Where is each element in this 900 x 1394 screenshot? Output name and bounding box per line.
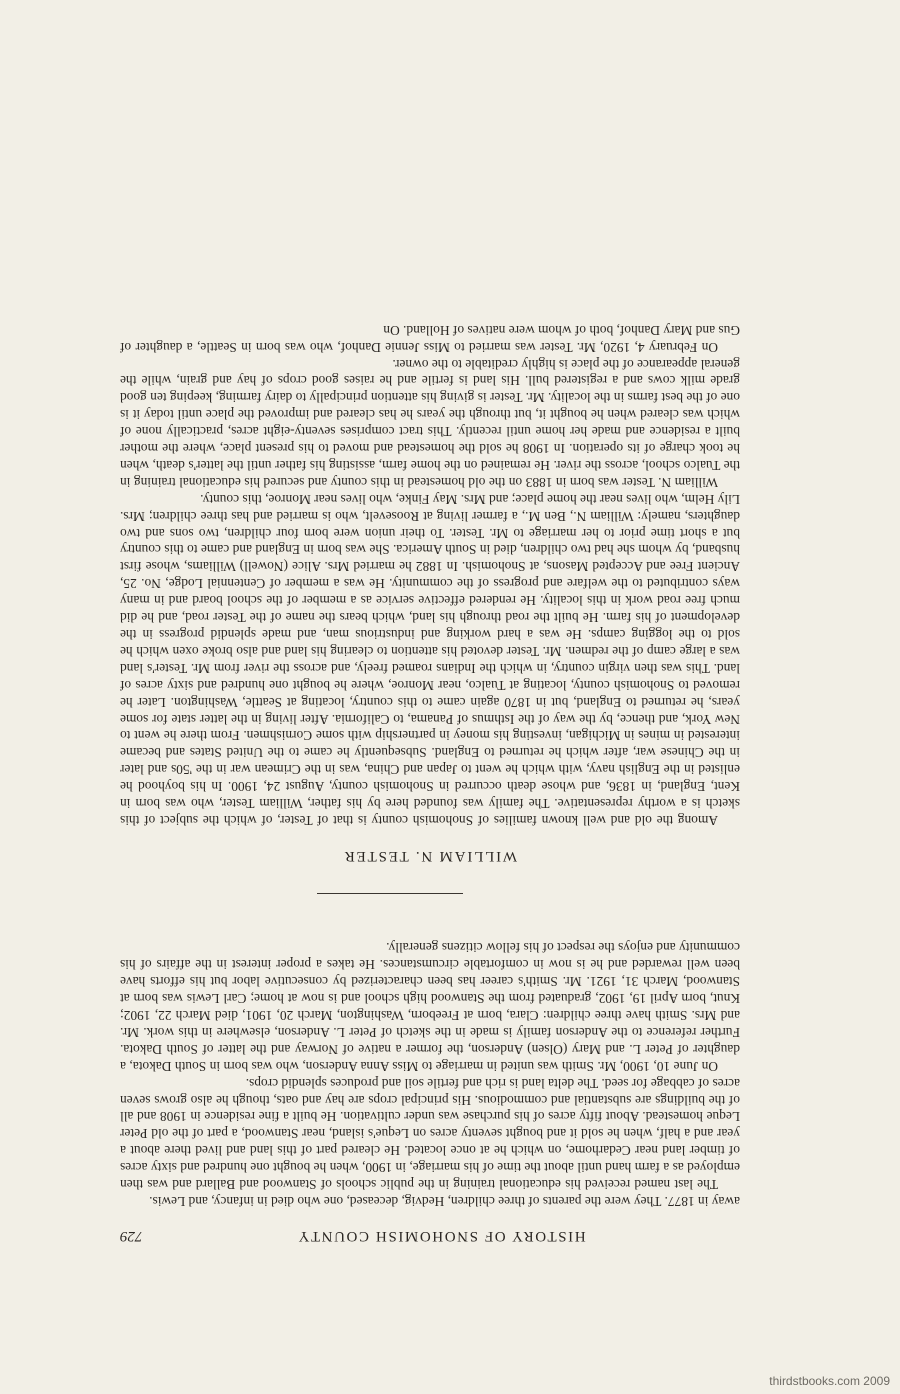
paragraph: The last named received his educational training in the public schools of Stanwood and Ballard and was then employed as a farm hand until about the time of his marriage, in 1900, when he bought one hundred and sixty acres of timber land near Cedarhome, on which he at once located. He cleared part of this land and lived there about a year and a half, when he sold it and bought seventy acres on Leque's island, near Stanwood, a part of the old Peter Leque homestead. About fifty acres of his purchase was under cultivation. He built a fine residence in 1908 and all of the buildings are substantial and commodious. His principal crops are hay and oats, though he also grows seven acres of cabbage for seed. The delta land is rich and fertile soil and produces splendid crops. — [120, 1075, 740, 1193]
watermark: thirdstbooks.com 2009 — [769, 1374, 890, 1388]
smith-sketch-continued — [120, 939, 740, 1210]
paragraph: Among the old and well known families of Snohomish county is that of Tester, of which the subject of this sketch is a worthy representative. The family was founded here by his father, William Tester, who was born in Kent, England, in 1836, and whose death occurred in Snohomish county, August 24, 1900. In his boyhood he enlisted in the English navy, with which he went to Japan and China, was in the Crimean war in the '50s and later in the Chinese war, after which he returned to England. Subsequently he came to the United States and became interested in mines in Michigan, investing his money in partnership with some Cornishmen. From there he went to New York, and thence, by the way of the Isthmus of Panama, to California. After living in the latter state for some years, he returned to England, but in 1870 again came to this country, locating at Seattle, Washington. Later he removed to Snohomish county, locating at Tualco, near Monroe, where he bought one hundred and sixty acres of land. This was then virgin country, in which the Indians roamed freely, and across the river from Mr. Tester's land was a large camp of the redmen. Mr. Tester devoted his attention to clearing his land and also broke oxen which he sold to the logging camps. He was a hard working and industrious man, and made splendid progress in the development of his farm. He built the road through his land, which bears the name of the Tester road, and he did much free road work in this locality. He rendered effective service as a member of the school board and in many ways contributed to the welfare and progress of the community. He was a member of Centennial Lodge, No. 25, Ancient Free and Accepted Masons, at Snohomish. In 1882 he married Mrs. Alice (Nowell) Williams, whose first husband, by whom she had two children, died in South America. She was born in England and came to this country but a short time prior to her marriage to Mr. Tester. To their union were born four children, two sons and two daughters, namely: William N., Ben M., a farmer living at Roosevelt, who is married and has three children; Mrs. Lily Helm, who lives near the home place; and Mrs. May Finke, who lives near Monroe, this county. — [120, 491, 740, 828]
section-heading: WILLIAM N. TESTER — [342, 848, 518, 864]
paragraph: William N. Tester was born in 1883 on the old homestead in this county and secured his educational training in the Tualco school, across the river. He remained on the home farm, assisting his father until the latter's death, when he took charge of its operation. In 1908 he sold the homestead and moved to his present place, where the mother built a residence and made her home until recently. This tract comprises seventy-eight acres, practically none of which was cleared when he bought it, but through the years he has cleared and improved the place until today it is one of the best farms in the locality. Mr. Tester is giving his attention principally to dairy farming, keeping ten good grade milk cows and a registered bull. His land is fertile and he raises good crops of hay and grain, while the general appearance of the place is highly creditable to the owner. — [120, 356, 740, 490]
running-title: HISTORY OF SNOHOMISH COUNTY — [296, 1228, 586, 1244]
running-head — [120, 1227, 740, 1244]
section-divider — [317, 893, 463, 894]
paragraph: away in 1877. They were the parents of three children, Hedvig, deceased, one who died in infancy, and Lewis. — [149, 1194, 740, 1209]
paragraph: On February 4, 1920, Mr. Tester was married to Miss Jennie Danhof, who was born in Seattle, a daughter of Gus and Mary Danhof, both of whom were natives of Holland. On — [120, 322, 740, 355]
paragraph: On June 10, 1900, Mr. Smith was united in marriage to Miss Anna Anderson, who was born in South Dakota, a daughter of Peter L. and Mary (Olsen) Anderson, the former a native of Norway and the latter of South Dakota. Further reference to the Anderson family is made in the sketch of Peter L. Anderson, elsewhere in this work. Mr. and Mrs. Smith have three children: Clara, born at Freeborn, Washington, March 20, 1901, died March 22, 1902; Knut, born April 19, 1902, graduated from the Stanwood high school and is now at home; Carl Lewis was born at Stanwood, March 31, 1921. Mr. Smith's career has been characterized by consecutive labor but his efforts have been well rewarded and he is now in comfortable circumstances. He takes a proper interest in the affairs of his community and enjoys the respect of his fellow citizens generally. — [120, 940, 740, 1074]
page-number: 729 — [120, 1228, 143, 1244]
tester-sketch — [120, 321, 740, 828]
